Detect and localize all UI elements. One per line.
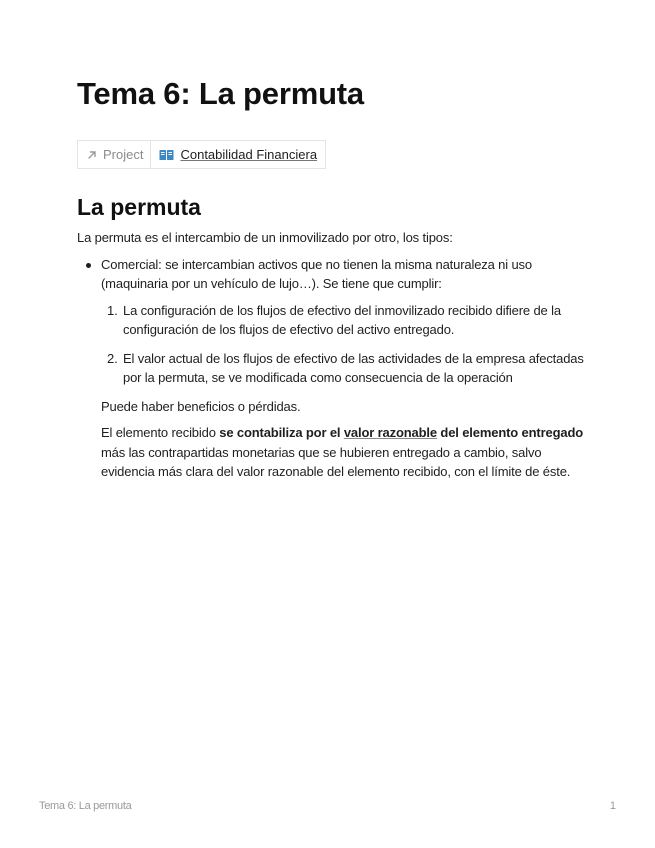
list-item-text: La configuración de los flujos de efectivo del inmovilizado recibido difiere de la configuración de los flujos de efectivo del activo entregado. xyxy=(123,302,561,337)
footer-page-number: 1 xyxy=(609,800,616,812)
gains-paragraph: Puede haber beneficios o pérdidas. xyxy=(101,398,301,414)
property-row xyxy=(77,140,326,169)
bullet-text: Comercial: se intercambian activos que no tienen la misma naturaleza ni uso (maquinaria por un vehículo de lujo…). Se tiene que cumplir: xyxy=(101,256,532,291)
page-title: Tema 6: La permuta xyxy=(77,76,364,111)
property-name xyxy=(78,141,151,168)
bullet-list xyxy=(77,255,587,482)
valuation-bold-underlined: valor razonable xyxy=(343,425,437,440)
valuation-bold-1: se contabiliza por el xyxy=(219,425,344,440)
property-value xyxy=(151,141,325,168)
list-item xyxy=(107,301,587,340)
bullet-dot-icon xyxy=(86,263,91,268)
list-item-text: El valor actual de los flujos de efectivo de las actividades de la empresa afectadas por la permuta, se ve modificada como consecuencia de la operación xyxy=(123,350,584,385)
numbered-list xyxy=(101,301,587,388)
valuation-text-1: El elemento recibido xyxy=(101,425,220,440)
valuation-bold-2: del elemento entregado xyxy=(436,425,584,440)
valuation-text-2: más las contrapartidas monetarias que se hubieren entregado a cambio, salvo evidencia más clara del valor razonable del elemento recibido, con el límite de éste. xyxy=(101,444,571,479)
list-item xyxy=(101,255,587,482)
book-icon xyxy=(159,149,174,161)
arrow-up-right-icon xyxy=(86,149,98,161)
property-name-label: Project xyxy=(103,147,144,162)
list-marker: 2. xyxy=(107,350,118,366)
project-link[interactable]: Contabilidad Financiera xyxy=(180,147,318,162)
footer-title: Tema 6: La permuta xyxy=(39,800,132,812)
section-content xyxy=(77,228,587,482)
valuation-paragraph xyxy=(101,423,587,482)
intro-paragraph: La permuta es el intercambio de un inmovilizado por otro, los tipos: xyxy=(77,230,453,245)
section-heading: La permuta xyxy=(77,194,201,220)
list-marker: 1. xyxy=(107,302,118,318)
list-item xyxy=(107,349,587,388)
